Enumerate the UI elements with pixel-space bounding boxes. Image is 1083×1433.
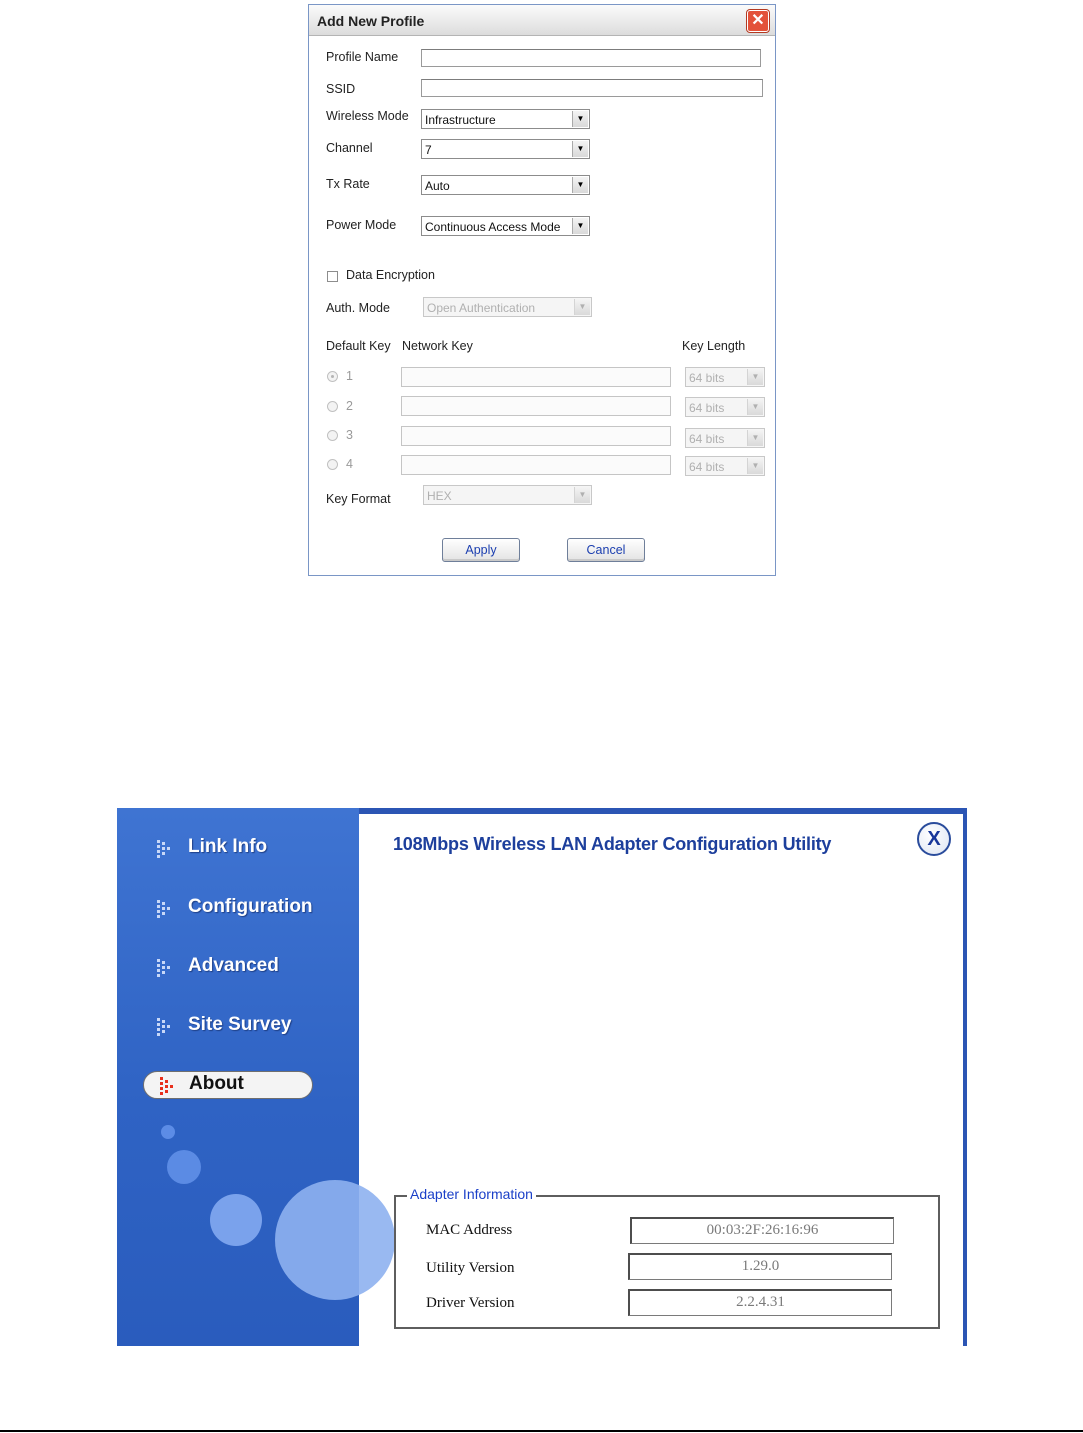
tx-rate-label: Tx Rate	[326, 177, 370, 191]
tx-rate-value: Auto	[425, 179, 450, 193]
channel-value: 7	[425, 143, 432, 157]
chevron-down-icon[interactable]: ▼	[572, 177, 588, 193]
data-encryption-label: Data Encryption	[346, 268, 435, 282]
add-new-profile-dialog	[308, 4, 776, 576]
dotted-arrow-icon	[155, 838, 175, 858]
configuration-utility-window	[117, 808, 967, 1346]
close-icon[interactable]: ✕	[747, 10, 769, 32]
chevron-down-icon[interactable]: ▼	[747, 458, 763, 474]
default-key-radio-1[interactable]	[327, 371, 338, 382]
bubble-decoration	[210, 1194, 262, 1246]
driver-version-value: 2.2.4.31	[628, 1289, 892, 1316]
tx-rate-select[interactable]	[421, 175, 590, 195]
wireless-mode-label: Wireless Mode	[326, 109, 409, 123]
mac-address-value: 00:03:2F:26:16:96	[630, 1217, 894, 1244]
chevron-down-icon[interactable]: ▼	[572, 111, 588, 127]
key-index-label: 4	[346, 457, 353, 471]
dotted-arrow-icon	[155, 1016, 175, 1036]
dotted-arrow-icon	[155, 957, 175, 977]
profile-name-label: Profile Name	[326, 50, 399, 64]
profile-name-input[interactable]	[421, 49, 761, 67]
network-key-input-1[interactable]	[401, 367, 671, 387]
network-key-input-4[interactable]	[401, 455, 671, 475]
bubble-decoration	[167, 1150, 201, 1184]
mac-address-label: MAC Address	[426, 1222, 513, 1238]
wireless-mode-select[interactable]	[421, 109, 590, 129]
chevron-down-icon[interactable]: ▼	[747, 399, 763, 415]
key-format-label: Key Format	[326, 492, 391, 506]
power-mode-value: Continuous Access Mode	[425, 220, 561, 234]
chevron-down-icon[interactable]: ▼	[572, 218, 588, 234]
network-key-input-2[interactable]	[401, 396, 671, 416]
nav-item-about[interactable]	[143, 1071, 313, 1099]
utility-version-label: Utility Version	[426, 1260, 515, 1276]
key-length-value: 64 bits	[689, 432, 725, 446]
power-mode-select[interactable]	[421, 216, 590, 236]
window-frame-right	[963, 808, 967, 1346]
dotted-arrow-icon	[155, 898, 175, 918]
key-format-select[interactable]	[423, 485, 592, 505]
key-length-select-1[interactable]	[685, 367, 765, 387]
apply-button[interactable]: Apply	[442, 538, 520, 562]
nav-label-link-info: Link Info	[188, 836, 268, 857]
ssid-label: SSID	[326, 82, 356, 96]
page-divider	[0, 1430, 1083, 1432]
auth-mode-value: Open Authentication	[427, 301, 536, 315]
chevron-down-icon[interactable]: ▼	[747, 369, 763, 385]
key-length-value: 64 bits	[689, 401, 725, 415]
data-encryption-checkbox[interactable]	[327, 271, 338, 282]
window-frame-top	[359, 808, 967, 814]
key-index-label: 1	[346, 369, 353, 383]
default-key-radio-3[interactable]	[327, 430, 338, 441]
nav-label-about: About	[189, 1073, 244, 1094]
default-key-radio-2[interactable]	[327, 401, 338, 412]
chevron-down-icon[interactable]: ▼	[572, 141, 588, 157]
key-length-value: 64 bits	[689, 460, 725, 474]
ssid-input[interactable]	[421, 79, 763, 97]
key-length-select-2[interactable]	[685, 397, 765, 417]
wireless-mode-value: Infrastructure	[425, 113, 496, 127]
adapter-information-group	[394, 1186, 940, 1329]
nav-label-configuration: Configuration	[188, 896, 313, 917]
key-length-value: 64 bits	[689, 371, 725, 385]
dotted-arrow-icon	[158, 1076, 178, 1096]
cancel-button[interactable]: Cancel	[567, 538, 645, 562]
nav-label-advanced: Advanced	[188, 955, 279, 976]
key-index-label: 3	[346, 428, 353, 442]
utility-version-value: 1.29.0	[628, 1253, 892, 1280]
bubble-decoration	[275, 1180, 395, 1300]
auth-mode-label: Auth. Mode	[326, 301, 390, 315]
default-key-header: Default Key	[326, 339, 391, 353]
adapter-information-legend: Adapter Information	[407, 1186, 536, 1202]
close-icon[interactable]: X	[917, 822, 951, 856]
nav-label-site-survey: Site Survey	[188, 1014, 292, 1035]
utility-title: 108Mbps Wireless LAN Adapter Configuration Utility	[393, 834, 832, 854]
dialog-title-bar[interactable]	[309, 5, 775, 36]
bubble-decoration	[161, 1125, 175, 1139]
network-key-input-3[interactable]	[401, 426, 671, 446]
power-mode-label: Power Mode	[326, 218, 397, 232]
chevron-down-icon[interactable]: ▼	[574, 487, 590, 503]
key-index-label: 2	[346, 399, 353, 413]
key-length-select-3[interactable]	[685, 428, 765, 448]
channel-select[interactable]	[421, 139, 590, 159]
chevron-down-icon[interactable]: ▼	[747, 430, 763, 446]
driver-version-label: Driver Version	[426, 1295, 515, 1311]
chevron-down-icon[interactable]: ▼	[574, 299, 590, 315]
auth-mode-select[interactable]	[423, 297, 592, 317]
sidebar	[117, 808, 359, 1346]
key-length-select-4[interactable]	[685, 456, 765, 476]
key-format-value: HEX	[427, 489, 452, 503]
channel-label: Channel	[326, 141, 373, 155]
dialog-title: Add New Profile	[317, 13, 425, 29]
default-key-radio-4[interactable]	[327, 459, 338, 470]
key-length-header: Key Length	[682, 339, 746, 353]
network-key-header: Network Key	[402, 339, 473, 353]
